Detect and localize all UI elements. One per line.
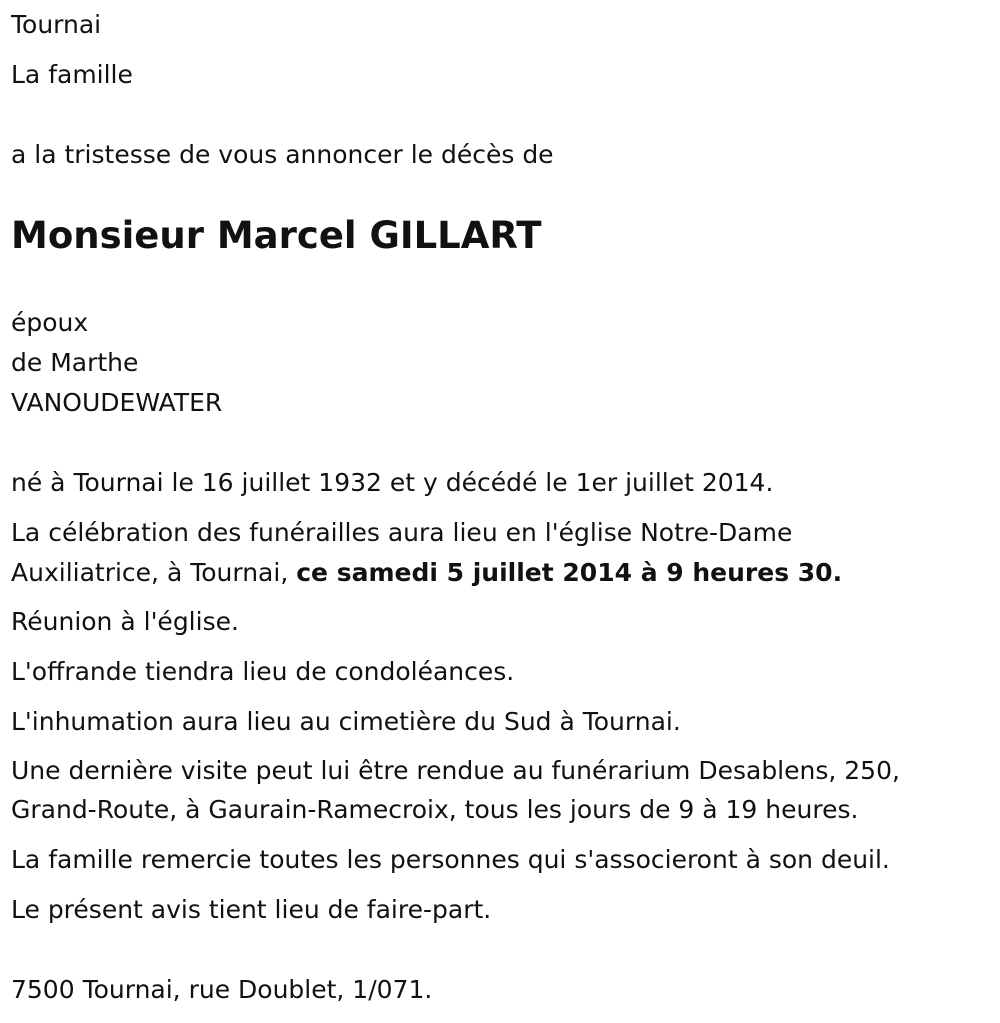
notice: Le présent avis tient lieu de faire-part. — [11, 895, 492, 924]
visit-line-1: Une dernière visite peut lui être rendue au funérarium Desablens, 250, — [11, 756, 900, 785]
celebration-place: Auxiliatrice, à Tournai, — [11, 558, 297, 587]
address: 7500 Tournai, rue Doublet, 1/071. — [11, 975, 433, 1004]
deceased-name: Monsieur Marcel GILLART — [11, 214, 542, 257]
birth-death: né à Tournai le 16 juillet 1932 et y décédé le 1er juillet 2014. — [11, 468, 774, 497]
spouse-line-2: VANOUDEWATER — [11, 388, 223, 417]
celebration-line-1: La célébration des funérailles aura lieu en l'église Notre-Dame — [11, 518, 793, 547]
family-intro: La famille — [11, 60, 133, 89]
burial: L'inhumation aura lieu au cimetière du Sud à Tournai. — [11, 707, 681, 736]
celebration-date-time: ce samedi 5 juillet 2014 à 9 heures 30. — [296, 558, 843, 587]
celebration-line-2 — [11, 553, 842, 593]
spouse-relation: époux — [11, 308, 89, 337]
meeting: Réunion à l'église. — [11, 607, 239, 636]
announcement: a la tristesse de vous annoncer le décès de — [11, 140, 554, 169]
visit-line-2: Grand-Route, à Gaurain-Ramecroix, tous les jours de 9 à 19 heures. — [11, 795, 859, 824]
thanks: La famille remercie toutes les personnes qui s'associeront à son deuil. — [11, 845, 890, 874]
location: Tournai — [11, 10, 102, 39]
offering: L'offrande tiendra lieu de condoléances. — [11, 657, 515, 686]
spouse-line-1: de Marthe — [11, 348, 139, 377]
